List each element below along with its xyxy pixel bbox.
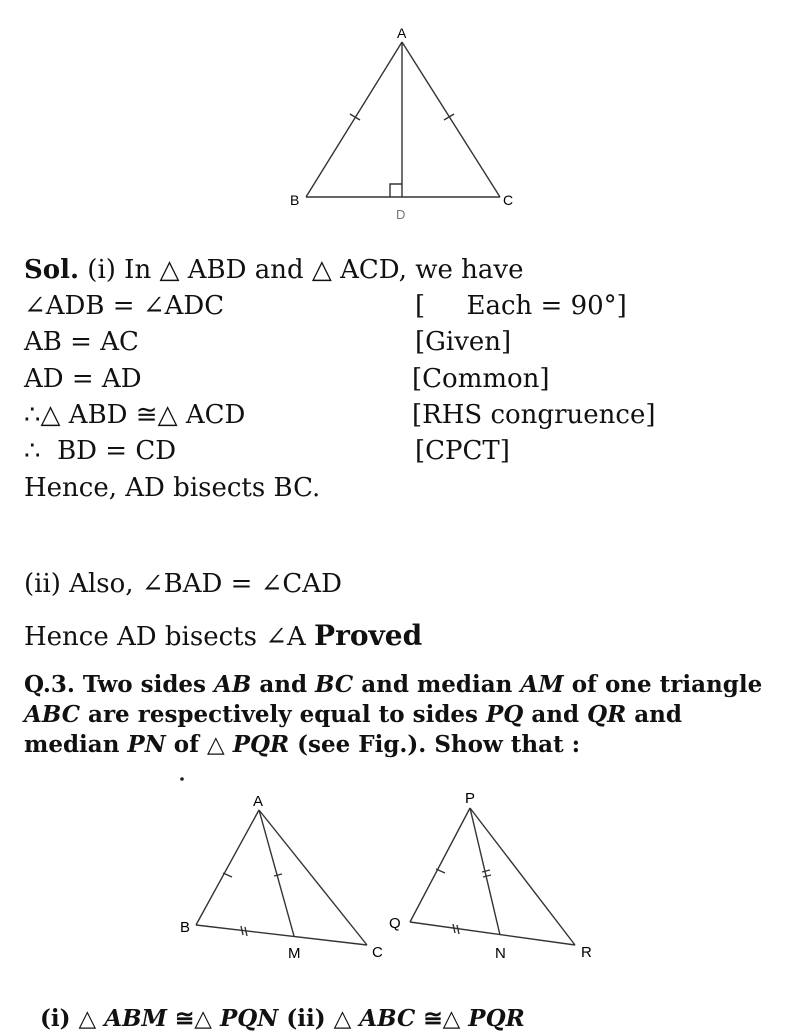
q-var: BC — [315, 671, 354, 698]
part-ii-line: (ii) Also, ∠BAD = ∠CAD — [24, 569, 342, 599]
tick-bm-2 — [245, 927, 247, 936]
q-text: of one triangle — [563, 671, 763, 698]
q-var: ABC — [24, 701, 81, 728]
q-text: and median — [353, 671, 521, 698]
sol-label: Sol. — [24, 255, 80, 285]
reason-row-1: [ Each = 90°] — [415, 291, 627, 321]
label-c-2: C — [372, 944, 383, 961]
label-a: A — [397, 25, 407, 41]
q-var: ABC — [359, 1005, 416, 1032]
proved-label: Proved — [314, 619, 423, 652]
part-i-label: (i) △ — [40, 1005, 105, 1032]
q-var: PQR — [468, 1005, 525, 1032]
label-a-2: A — [253, 793, 264, 810]
side-bc-2 — [196, 925, 367, 945]
q-var: PQ — [486, 701, 524, 728]
label-b-2: B — [180, 919, 191, 936]
label-d: D — [396, 207, 406, 222]
question-line-3 — [24, 730, 580, 760]
reason-row-4: [RHS congruence] — [412, 400, 656, 430]
conclusion-2-text: Hence AD bisects ∠A — [24, 622, 315, 652]
part-ii-label: (ii) △ — [278, 1005, 360, 1032]
q-text: Q.3. Two sides — [24, 671, 215, 698]
q-text: and — [626, 701, 682, 728]
side-ac — [402, 42, 500, 197]
conclusion-2 — [24, 618, 422, 655]
reason-row-2: [Given] — [415, 327, 512, 357]
triangle-abd-figure — [280, 20, 520, 225]
side-ab-2 — [196, 810, 259, 925]
solution-intro — [24, 252, 523, 288]
label-m: M — [288, 945, 301, 962]
q-var: PQN — [219, 1005, 279, 1032]
median-am — [259, 810, 294, 936]
statement-row-3: AD = AD — [24, 364, 142, 394]
tick-pn-1 — [482, 870, 490, 872]
reason-row-3: [Common] — [412, 364, 550, 394]
q-var: ABM — [104, 1005, 167, 1032]
question-line-1 — [24, 670, 762, 700]
q-var: PN — [127, 731, 166, 758]
right-angle-mark — [390, 184, 402, 197]
q-text: of △ — [165, 731, 233, 758]
tick-ab-2 — [223, 873, 232, 877]
label-r: R — [581, 944, 592, 961]
tick-bm-1 — [241, 926, 243, 935]
tick-qn-2 — [457, 925, 459, 934]
q-text: and — [251, 671, 316, 698]
q-text: (see Fig.). Show that : — [289, 731, 581, 758]
congruent-sign: ≅△ — [166, 1005, 220, 1032]
side-qr — [410, 922, 575, 945]
reason-row-5: [CPCT] — [415, 436, 510, 466]
statement-row-4: ∴△ ABD ≅△ ACD — [24, 400, 246, 430]
q-text: and — [523, 701, 588, 728]
conclusion-1: Hence, AD bisects BC. — [24, 473, 321, 503]
tick-qn-1 — [453, 924, 455, 933]
label-n: N — [495, 945, 506, 962]
label-p: P — [465, 790, 476, 807]
stray-dot — [180, 777, 184, 781]
q-var: PQR — [232, 731, 290, 758]
show-parts — [24, 974, 525, 1034]
label-q: Q — [389, 915, 401, 932]
statement-row-1: ∠ADB = ∠ADC — [24, 291, 225, 321]
q-var: QR — [587, 701, 627, 728]
label-c: C — [503, 192, 514, 208]
side-pq — [410, 808, 470, 922]
sol-intro-text: (i) In △ ABD and △ ACD, we have — [79, 255, 524, 285]
triangles-abc-pqr-figure — [170, 770, 610, 970]
side-ac-2 — [259, 810, 367, 945]
question-line-2 — [24, 700, 682, 730]
congruent-sign: ≅△ — [415, 1005, 469, 1032]
q-text: median — [24, 731, 128, 758]
q-var: AB — [214, 671, 252, 698]
statement-row-2: AB = AC — [24, 327, 139, 357]
side-ab — [306, 42, 402, 197]
statement-row-5: ∴ BD = CD — [24, 436, 177, 466]
q-var: AM — [520, 671, 564, 698]
tick-pn-2 — [483, 875, 491, 877]
q-text: are respectively equal to sides — [80, 701, 487, 728]
tick-am — [274, 874, 282, 876]
tick-ac — [444, 114, 454, 120]
label-b: B — [290, 192, 300, 208]
